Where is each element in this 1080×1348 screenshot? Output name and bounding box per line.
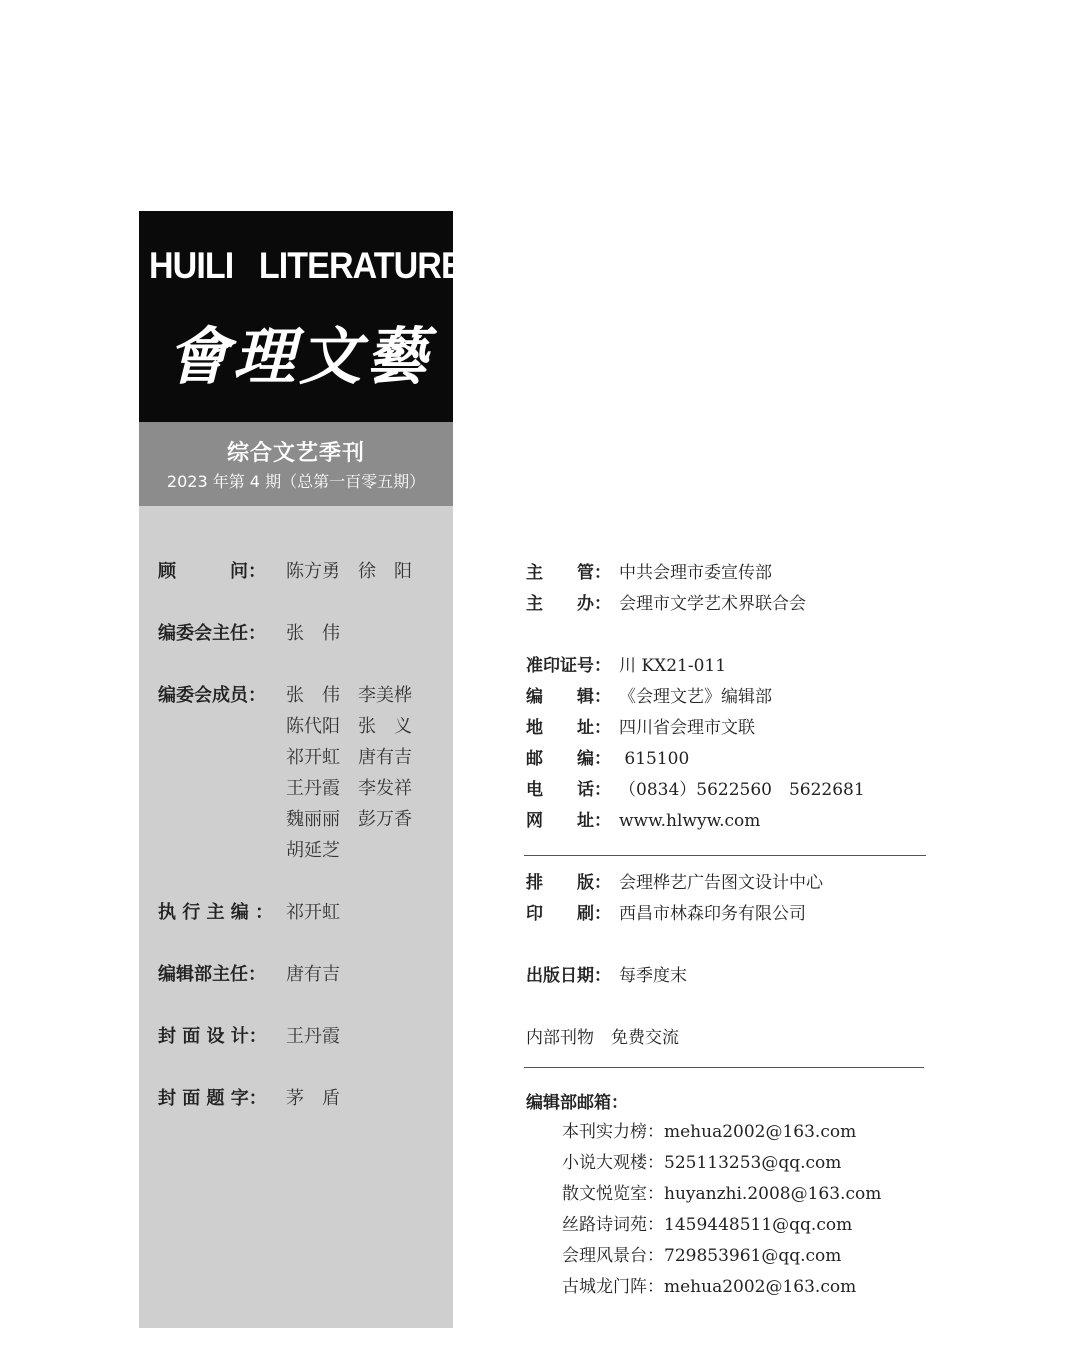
mailbox-email[interactable]: huyanzhi.2008@163.com bbox=[664, 1184, 882, 1204]
masthead bbox=[139, 211, 463, 422]
info-label: 编 辑： bbox=[526, 687, 611, 707]
staff-row-executive-editor bbox=[158, 897, 285, 928]
staff-label: 封 面 设 计： bbox=[158, 1026, 267, 1047]
info-value: 《会理文艺》编辑部 bbox=[619, 687, 772, 707]
info-row bbox=[526, 589, 806, 620]
staff-name-line: 魏丽丽 彭万香 bbox=[286, 809, 412, 830]
mailbox-email[interactable]: mehua2002@163.com bbox=[664, 1277, 857, 1297]
staff-name-line: 唐有吉 bbox=[286, 964, 340, 985]
mailbox-email[interactable]: 1459448511@qq.com bbox=[664, 1215, 853, 1235]
staff-names bbox=[286, 556, 446, 587]
staff-label: 执 行 主 编 ： bbox=[158, 902, 274, 923]
info-value: 会理桦艺广告图文设计中心 bbox=[619, 873, 823, 893]
staff-names bbox=[286, 959, 446, 990]
subtitle-band bbox=[139, 422, 453, 506]
mailbox-item bbox=[562, 1272, 856, 1303]
info-row bbox=[526, 682, 772, 713]
staff-label: 编辑部主任： bbox=[158, 964, 266, 985]
mailbox-item bbox=[562, 1117, 856, 1148]
info-label: 电 话： bbox=[526, 780, 611, 800]
magazine-subtitle: 综合文艺季刊 bbox=[226, 441, 365, 466]
staff-name-line: 张 伟 李美桦 bbox=[286, 685, 412, 706]
info-label: 主 办： bbox=[526, 594, 611, 614]
info-row bbox=[526, 744, 689, 775]
staff-names bbox=[286, 1083, 446, 1114]
mailbox-email[interactable]: 525113253@qq.com bbox=[664, 1153, 842, 1173]
publish-date-row bbox=[526, 961, 687, 992]
staff-names bbox=[286, 618, 446, 649]
info-label: 印 刷： bbox=[526, 904, 611, 924]
info-row bbox=[526, 651, 726, 682]
mailbox-label: 会理风景台： bbox=[562, 1246, 664, 1266]
staff-name-line: 陈方勇 徐 阳 bbox=[286, 561, 412, 582]
info-row bbox=[526, 558, 772, 589]
info-label: 准印证号： bbox=[526, 656, 611, 676]
mailbox-label: 小说大观楼： bbox=[562, 1153, 664, 1173]
staff-row-cover-design bbox=[158, 1021, 285, 1052]
staff-row-committee-members bbox=[158, 680, 285, 711]
staff-names bbox=[286, 1021, 446, 1052]
staff-label: 顾 问： bbox=[158, 561, 266, 582]
info-row bbox=[526, 713, 755, 744]
info-label: 主 管： bbox=[526, 563, 611, 583]
mailbox-email[interactable]: 729853961@qq.com bbox=[664, 1246, 842, 1266]
staff-label: 编委会成员： bbox=[158, 685, 266, 706]
mailbox-email[interactable]: mehua2002@163.com bbox=[664, 1122, 857, 1142]
staff-name-line: 张 伟 bbox=[286, 623, 340, 644]
staff-row-advisor bbox=[158, 556, 285, 587]
staff-name-line: 王丹霞 李发祥 bbox=[286, 778, 412, 799]
mailbox-item bbox=[562, 1179, 881, 1210]
staff-names bbox=[286, 680, 446, 866]
info-label: 排 版： bbox=[526, 873, 611, 893]
mailbox-item bbox=[562, 1210, 852, 1241]
staff-name-line: 胡延芝 bbox=[286, 840, 340, 861]
staff-name-line: 茅 盾 bbox=[286, 1088, 340, 1109]
info-value: 西昌市林森印务有限公司 bbox=[619, 904, 806, 924]
info-row bbox=[526, 806, 760, 837]
distribution-note: 内部刊物 免费交流 bbox=[526, 1028, 679, 1048]
mailbox-item bbox=[562, 1241, 841, 1272]
mailbox-label: 丝路诗词苑： bbox=[562, 1215, 664, 1235]
mailbox-label: 古城龙门阵： bbox=[562, 1277, 664, 1297]
mailbox-item bbox=[562, 1148, 841, 1179]
staff-name-line: 陈代阳 张 义 bbox=[286, 716, 412, 737]
staff-name-line: 祁开虹 bbox=[286, 902, 340, 923]
info-value: 会理市文学艺术界联合会 bbox=[619, 594, 806, 614]
chinese-calligraphy-title: 會理文藝 bbox=[166, 320, 431, 393]
info-row bbox=[526, 868, 823, 899]
info-row bbox=[526, 899, 806, 930]
staff-name-line: 祁开虹 唐有吉 bbox=[286, 747, 412, 768]
info-value: 四川省会理市文联 bbox=[619, 718, 755, 738]
info-value: 615100 bbox=[619, 749, 690, 769]
info-label: 网 址： bbox=[526, 811, 611, 831]
info-row bbox=[526, 775, 865, 806]
english-title: HUILI LITERATURE bbox=[149, 245, 463, 286]
divider bbox=[524, 855, 926, 856]
left-column bbox=[139, 211, 463, 1328]
mailbox-heading: 编辑部邮箱： bbox=[526, 1093, 628, 1113]
info-value: 川 KX21-011 bbox=[619, 656, 727, 676]
staff-label: 封 面 题 字： bbox=[158, 1088, 267, 1109]
mailbox-label: 散文悦览室： bbox=[562, 1184, 664, 1204]
info-value: www.hlwyw.com bbox=[619, 811, 761, 831]
issue-number: 2023 年第 4 期（总第一百零五期） bbox=[166, 472, 426, 491]
info-label: 地 址： bbox=[526, 718, 611, 738]
staff-names bbox=[286, 897, 446, 928]
mailbox-label: 本刊实力榜： bbox=[562, 1122, 664, 1142]
divider bbox=[524, 1067, 924, 1068]
info-value: 每季度末 bbox=[619, 966, 687, 986]
staff-row-department-director bbox=[158, 959, 285, 990]
info-value: （0834）5622560 5622681 bbox=[619, 780, 865, 800]
staff-name-line: 王丹霞 bbox=[286, 1026, 340, 1047]
info-label: 出版日期： bbox=[526, 966, 611, 986]
staff-row-committee-director bbox=[158, 618, 285, 649]
info-value: 中共会理市委宣传部 bbox=[619, 563, 772, 583]
info-label: 邮 编： bbox=[526, 749, 611, 769]
staff-row-cover-calligraphy bbox=[158, 1083, 285, 1114]
staff-label: 编委会主任： bbox=[158, 623, 266, 644]
